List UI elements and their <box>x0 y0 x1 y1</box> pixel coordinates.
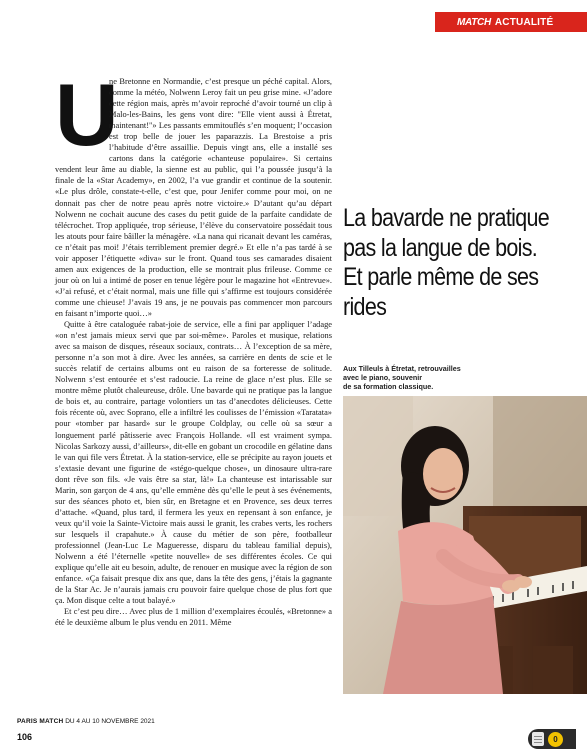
article-paragraph: ne Bretonne en Normandie, c’est presque un péché capital. Alors, comme la météo, Nolwenn Leroy fait un peu grise mine. «J’adore cette région mais, après m’avoir reproché d’avoir tourné un clip à Malo-les-Bains, les gens vont dire: "Elle vient aussi à Étretat, maintenant!"» Les passants emmitouflés s’en moquent; l’occasion est trop belle de jouer les paparazzis. La Brestoise a pris l’habitude d’être assaillie. Depuis vingt ans, elle a installé ses cartons dans la catégorie «chanteuse populaire». Si certains vendent leur âme au diable, la sienne est au public, qui l’a poussée jusqu’à la finale de la «Star Academy», en 2002, l’a vue grandir et continue de la soutenir. «Le plus drôle, constate-t-elle, c’est que, pour Jenifer comme pour moi, on ne donnait pas cher de notre peau après notre victoire.» D’autant qu’au départ Nolwenn ne cochait aucune des cases du petit guide de la parfaite candidate de télécrochet. Trop appliquée, trop sérieuse, l’élève du conservatoire possédait tous les atouts pour faire bâiller la ménagère. «La nana qui ricanait devant les caméras, ce n’était pas moi! J’étais terriblement premier degré.» Et elle n’a pas tardé à se voir apposer l’étiquette «diva» sur le front. Quand tous ses camarades disaient amen aux exigences de la production, elle se montrait plus frileuse. Comme ce jour où on lui a intimé de poser en tenue légère pour le magazine hot «Entrevue». «J’ai refusé, et c’était normal, mais une fille qui s’affirme est toujours considérée comme une chieuse! J’avais 19 ans, je ne pouvais pas commencer mon parcours en faisant n’importe quoi…» <box>55 77 332 318</box>
page-number: 106 <box>17 732 33 742</box>
footer-brand: PARIS MATCH <box>17 718 64 725</box>
photo-illustration <box>343 396 587 694</box>
section-label: ACTUALITÉ <box>494 16 554 28</box>
comments-widget[interactable] <box>528 729 576 749</box>
magazine-logo: MATCH <box>457 16 491 28</box>
article-paragraph: Et c’est peu dire… Avec plus de 1 million d’exemplaires écoulés, «Bretonne» a été le deuxième album le plus vendu en 2011. Même <box>55 607 332 628</box>
article-paragraph: Quitte à être cataloguée rabat-joie de service, elle a fini par appliquer l’adage «on n’est jamais mieux servi que par soi-même». Paroles et musique, relations avec sa maison de disques, réseaux sociaux, contrats… À l’exception de sa mère, personne n’a son mot à dire. Avec les années, sa carrière en dents de scie et le succès relatif de certains albums ont eu raison de sa forteresse de solitude. Nolwenn s’est entourée et s’est radoucie. La reine de glace n’est plus. Elle se montre même plutôt chaleureuse, drôle. Une bavarde qui ne pratique pas la langue de bois et, au contraire, partage volontiers un tas d’anecdotes délicieuses. Cette fois récente où, avec Soprano, elle a infiltré les coulisses de l’émission «Taratata» pour «tomber par hasard» sur le groupe Coldplay, ou celle où sa sœur a longuement parlé pâtisserie avec François Hollande. «Il est vraiment sympa. Nicolas Sarkozy aussi, d’ailleurs», dit-elle en gobant un crocodile en gélatine dans le van qui file vers Étretat. À la station-service, elle se précipite au rayon jouets et s’extasie devant une figurine de «stégo-quelque chose», un dinosaure ultra-rare dont rêve son fils. «Je vais être sa star, là!» La chanteuse est intarissable sur Marin, son garçon de 4 ans, qu’elle emmène dès qu’elle le peut à ses événements, sur des séances photo et, bien sûr, en Bretagne et en Provence, ses deux terres d’attache. «Quand, plus tard, il fermera les yeux en repensant à son enfance, je veux qu’il voie la Sainte-Victoire mais aussi le granit, les crabes verts, les rochers sur lesquels il crapahute.» À cause du métier de son père, footballeur professionnel (Jean-Luc Le Magueresse, disparu du tableau familial depuis), Nolwenn a été l’éternelle «petite nouvelle» de ses différentes écoles. Ce qui explique qu’elle ait eu besoin, adulte, de renouer en musique avec la région de son enfance. «Ça faisait presque dix ans que, dans la tête des gens, j’étais la gagnante de la Star Ac. Je n’aurais jamais cru pouvoir faire quelque chose de plus fort que ça. Mon disque celte a tout balayé.» <box>55 320 332 606</box>
portrait-photo <box>343 396 587 694</box>
footer-date: DU 4 AU 10 NOVEMBRE 2021 <box>65 718 155 725</box>
caption-line: avec le piano, souvenir <box>343 373 423 383</box>
page-footer <box>17 718 155 725</box>
photo-caption <box>343 364 543 392</box>
article-body <box>55 65 332 628</box>
caption-line: de sa formation classique. <box>343 382 434 392</box>
caption-line: Aux Tilleuls à Étretat, retrouvailles <box>343 364 461 373</box>
comment-icon[interactable] <box>532 732 544 746</box>
drop-cap: U <box>55 65 119 164</box>
pull-quote: La bavarde ne pratique pas la langue de bois. Et parle même de ses rides <box>343 204 550 321</box>
comment-count[interactable]: 0 <box>548 732 563 747</box>
section-header <box>435 12 587 32</box>
